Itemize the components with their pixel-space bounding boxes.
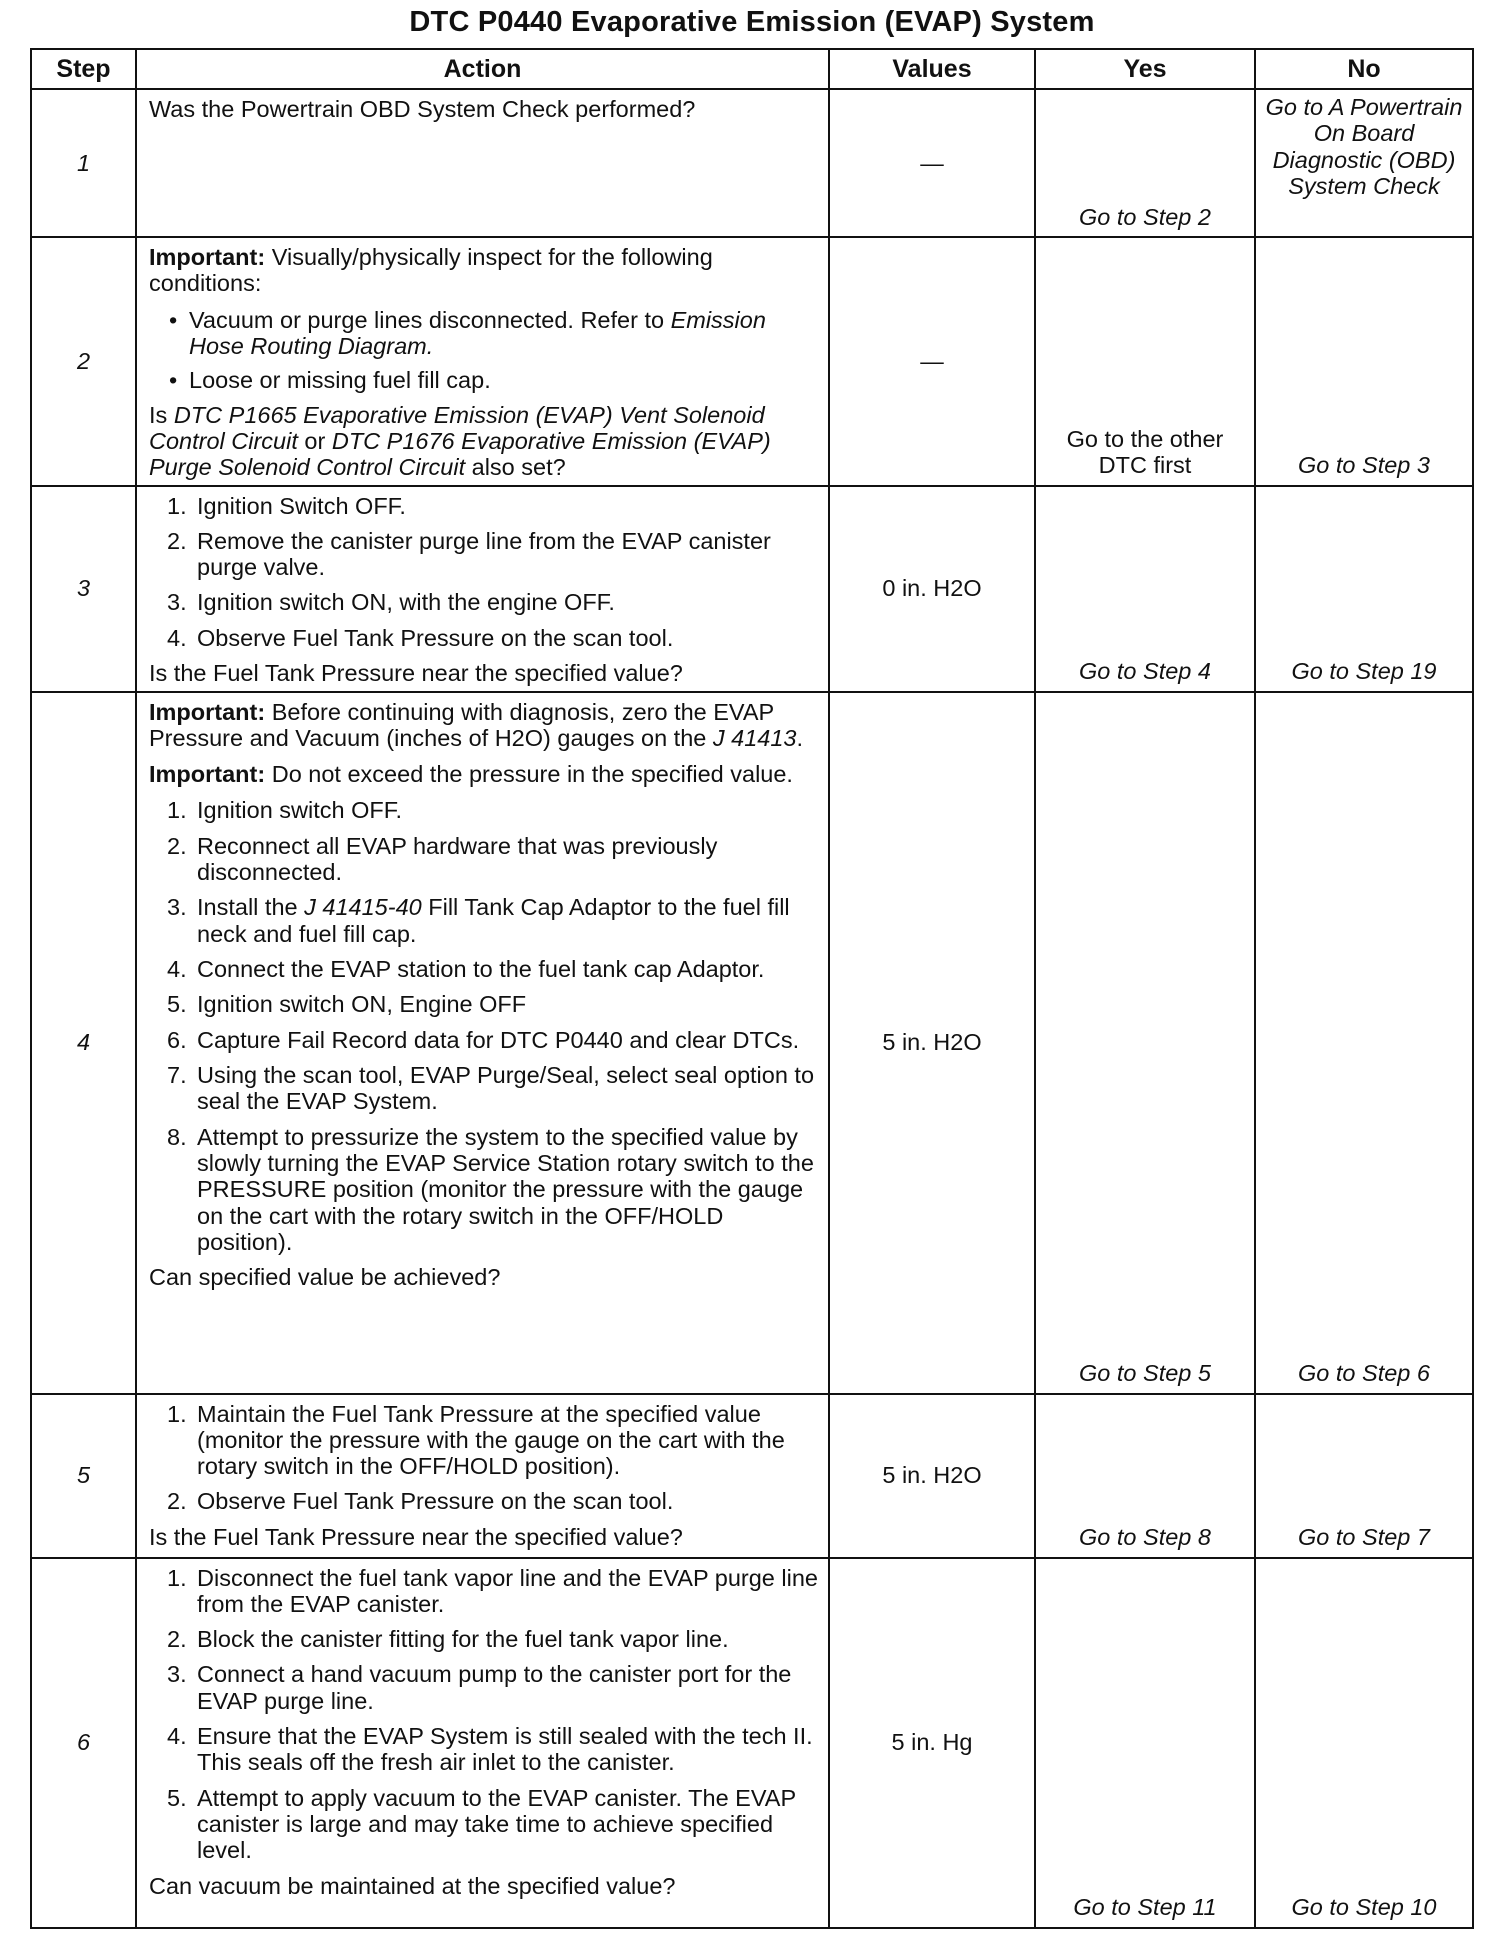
important-note — [149, 244, 818, 297]
yes-cell: Go to Step 2 — [1035, 89, 1255, 237]
procedure-list — [149, 493, 818, 652]
table-row — [31, 1394, 1473, 1558]
important-text: Visually/physically inspect for the following conditions: — [149, 244, 713, 297]
action-cell — [136, 1558, 829, 1928]
list-item: 3. Install the J 41415-40 Fill Tank Cap Adaptor to the fuel fill neck and fuel fill cap. — [167, 894, 790, 947]
action-cell — [136, 486, 829, 692]
action-question: Can vacuum be maintained at the specified value? — [149, 1872, 676, 1899]
table-row — [31, 1558, 1473, 1928]
important-note: Important: Do not exceed the pressure in the specified value. — [149, 761, 793, 788]
list-item: 1. Ignition Switch OFF. — [167, 492, 406, 519]
values-cell: 5 in. Hg — [829, 1558, 1035, 1928]
list-item: 4. Observe Fuel Tank Pressure on the scan tool. — [167, 624, 674, 651]
no-cell: Go to Step 10 — [1255, 1558, 1473, 1928]
header-step: Step — [31, 49, 136, 89]
no-cell: Go to Step 19 — [1255, 486, 1473, 692]
list-item: 3. Ignition switch ON, with the engine OFF. — [167, 589, 615, 616]
condition-list — [149, 307, 818, 394]
list-item: 7. Using the scan tool, EVAP Purge/Seal, select seal option to seal the EVAP System. — [167, 1061, 815, 1115]
action-cell — [136, 1394, 829, 1558]
important-label: Important: — [149, 244, 266, 270]
values-cell: 0 in. H2O — [829, 486, 1035, 692]
list-item: 2. Remove the canister purge line from the EVAP canister purge valve. — [167, 527, 771, 581]
header-action: Action — [136, 49, 829, 89]
procedure-list — [149, 1401, 818, 1515]
action-cell — [136, 89, 829, 237]
no-cell: Go to Step 7 — [1255, 1394, 1473, 1558]
list-item: 5. Ignition switch ON, Engine OFF — [167, 991, 527, 1018]
action-question: Is the Fuel Tank Pressure near the specified value? — [149, 660, 683, 687]
no-cell: Go to Step 6 — [1255, 692, 1473, 1394]
step-number: 1 — [31, 89, 136, 237]
table-row — [31, 89, 1473, 237]
action-question: Is DTC P1665 Evaporative Emission (EVAP) Vent Solenoid Control Circuit or DTC P1676 Evaporative Emission (EVAP) Purge Solenoid Control Circuit also set? — [149, 401, 771, 481]
yes-cell: Go to the other DTC first — [1035, 237, 1255, 486]
header-values: Values — [829, 49, 1035, 89]
no-cell: Go to A Powertrain On Board Diagnostic (OBD) System Check — [1255, 89, 1473, 237]
header-yes: Yes — [1035, 49, 1255, 89]
table-row — [31, 692, 1473, 1394]
step-number: 3 — [31, 486, 136, 692]
list-item: 1. Maintain the Fuel Tank Pressure at the specified value (monitor the pressure with the gauge on the cart with the rotary switch in the OFF/HOLD position). — [167, 1400, 785, 1480]
action-question: Was the Powertrain OBD System Check performed? — [149, 96, 696, 122]
list-item: 6. Capture Fail Record data for DTC P0440 and clear DTCs. — [167, 1026, 800, 1053]
header-no: No — [1255, 49, 1473, 89]
step-number: 5 — [31, 1394, 136, 1558]
values-cell: 5 in. H2O — [829, 692, 1035, 1394]
list-item: 1. Disconnect the fuel tank vapor line and the EVAP purge line from the EVAP canister. — [167, 1564, 818, 1617]
step-number: 6 — [31, 1558, 136, 1928]
action-question: Is the Fuel Tank Pressure near the specified value? — [149, 1523, 683, 1550]
yes-cell: Go to Step 5 — [1035, 692, 1255, 1394]
list-item: 2. Block the canister fitting for the fuel tank vapor line. — [167, 1626, 729, 1653]
page-title: DTC P0440 Evaporative Emission (EVAP) System — [409, 6, 1095, 38]
no-cell: Go to Step 3 — [1255, 237, 1473, 486]
action-cell — [136, 237, 829, 486]
step-number: 4 — [31, 692, 136, 1394]
list-item: 3. Connect a hand vacuum pump to the canister port for the EVAP purge line. — [167, 1661, 792, 1714]
list-item: 2. Reconnect all EVAP hardware that was previously disconnected. — [167, 832, 718, 886]
values-cell: — — [829, 237, 1035, 486]
step-number: 2 — [31, 237, 136, 486]
list-item: 1. Ignition switch OFF. — [167, 797, 403, 824]
diagnostic-table — [30, 48, 1474, 1929]
important-note: Important: Before continuing with diagnosis, zero the EVAP Pressure and Vacuum (inches of H2O) gauges on the J 41413. — [149, 698, 804, 751]
yes-cell: Go to Step 11 — [1035, 1558, 1255, 1928]
procedure-list — [149, 797, 818, 1255]
values-cell: 5 in. H2O — [829, 1394, 1035, 1558]
list-item: • Loose or missing fuel fill cap. — [169, 367, 818, 393]
procedure-list — [149, 1565, 818, 1864]
table-row — [31, 237, 1473, 486]
action-question: Can specified value be achieved? — [149, 1264, 501, 1291]
list-item: 4. Connect the EVAP station to the fuel tank cap Adaptor. — [167, 956, 765, 982]
table-header-row — [31, 49, 1473, 89]
list-item: 2. Observe Fuel Tank Pressure on the scan tool. — [167, 1488, 674, 1515]
list-item: 4. Ensure that the EVAP System is still sealed with the tech II. This seals off the fresh air inlet to the canister. — [167, 1723, 813, 1776]
yes-cell: Go to Step 8 — [1035, 1394, 1255, 1558]
list-item: 5. Attempt to apply vacuum to the EVAP canister. The EVAP canister is large and may take time to achieve specified level. — [167, 1784, 796, 1864]
list-item: 8. Attempt to pressurize the system to the specified value by slowly turning the EVAP Service Station rotary switch to the PRESSURE position (monitor the pressure with the gauge on the cart with the rotary switch in the OFF/HOLD position). — [167, 1123, 814, 1255]
list-item: • Vacuum or purge lines disconnected. Refer to Emission Hose Routing Diagram. — [169, 307, 818, 360]
yes-cell: Go to Step 4 — [1035, 486, 1255, 692]
action-cell — [136, 692, 829, 1394]
values-cell: — — [829, 89, 1035, 237]
table-row — [31, 486, 1473, 692]
